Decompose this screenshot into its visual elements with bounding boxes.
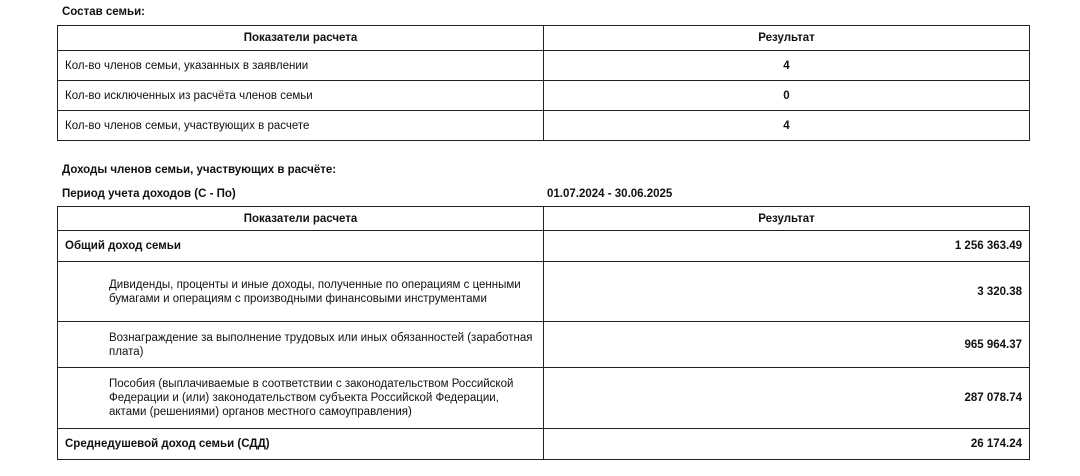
table-row-total-income [58,231,1030,262]
family-table [57,25,1030,141]
table-row-average-income [58,429,1030,460]
income-table [57,206,1030,460]
row-value: 287 078.74 [544,368,1030,429]
income-section-title: Доходы членов семьи, участвующих в расчёте: [62,164,337,176]
row-label: Кол-во членов семьи, участвующих в расчете [58,111,544,141]
table-row [58,368,1030,429]
row-value: 4 [544,111,1030,141]
column-header-result: Результат [544,26,1030,51]
family-table-header [58,26,1030,51]
table-row [58,262,1030,322]
income-table-header [58,207,1030,231]
row-label: Среднедушевой доход семьи (СДД) [58,429,544,460]
family-section-title: Состав семьи: [62,6,145,18]
column-header-result: Результат [544,207,1030,231]
row-value: 0 [544,81,1030,111]
column-header-indicators: Показатели расчета [58,26,544,51]
row-value: 1 256 363.49 [544,231,1030,262]
column-header-indicators: Показатели расчета [58,207,544,231]
row-label: Кол-во исключенных из расчёта членов семьи [58,81,544,111]
row-value: 4 [544,51,1030,81]
row-label: Вознаграждение за выполнение трудовых или иных обязанностей (заработная плата) [58,322,544,368]
table-row [58,81,1030,111]
table-row [58,322,1030,368]
row-label: Пособия (выплачиваемые в соответствии с законодательством Российской Федерации и (или) законодательством субъекта Российской Федерации, актами (решениями) органов местного самоуправления) [58,368,544,429]
row-value: 26 174.24 [544,429,1030,460]
table-row [58,111,1030,141]
row-label: Дивиденды, проценты и иные доходы, полученные по операциям с ценными бумагами и операциям с производными финансовыми инструментами [58,262,544,322]
row-label: Кол-во членов семьи, указанных в заявлении [58,51,544,81]
row-value: 965 964.37 [544,322,1030,368]
period-value: 01.07.2024 - 30.06.2025 [547,188,673,200]
row-value: 3 320.38 [544,262,1030,322]
row-label: Общий доход семьи [58,231,544,262]
period-label: Период учета доходов (С - По) [62,188,236,200]
table-row [58,51,1030,81]
